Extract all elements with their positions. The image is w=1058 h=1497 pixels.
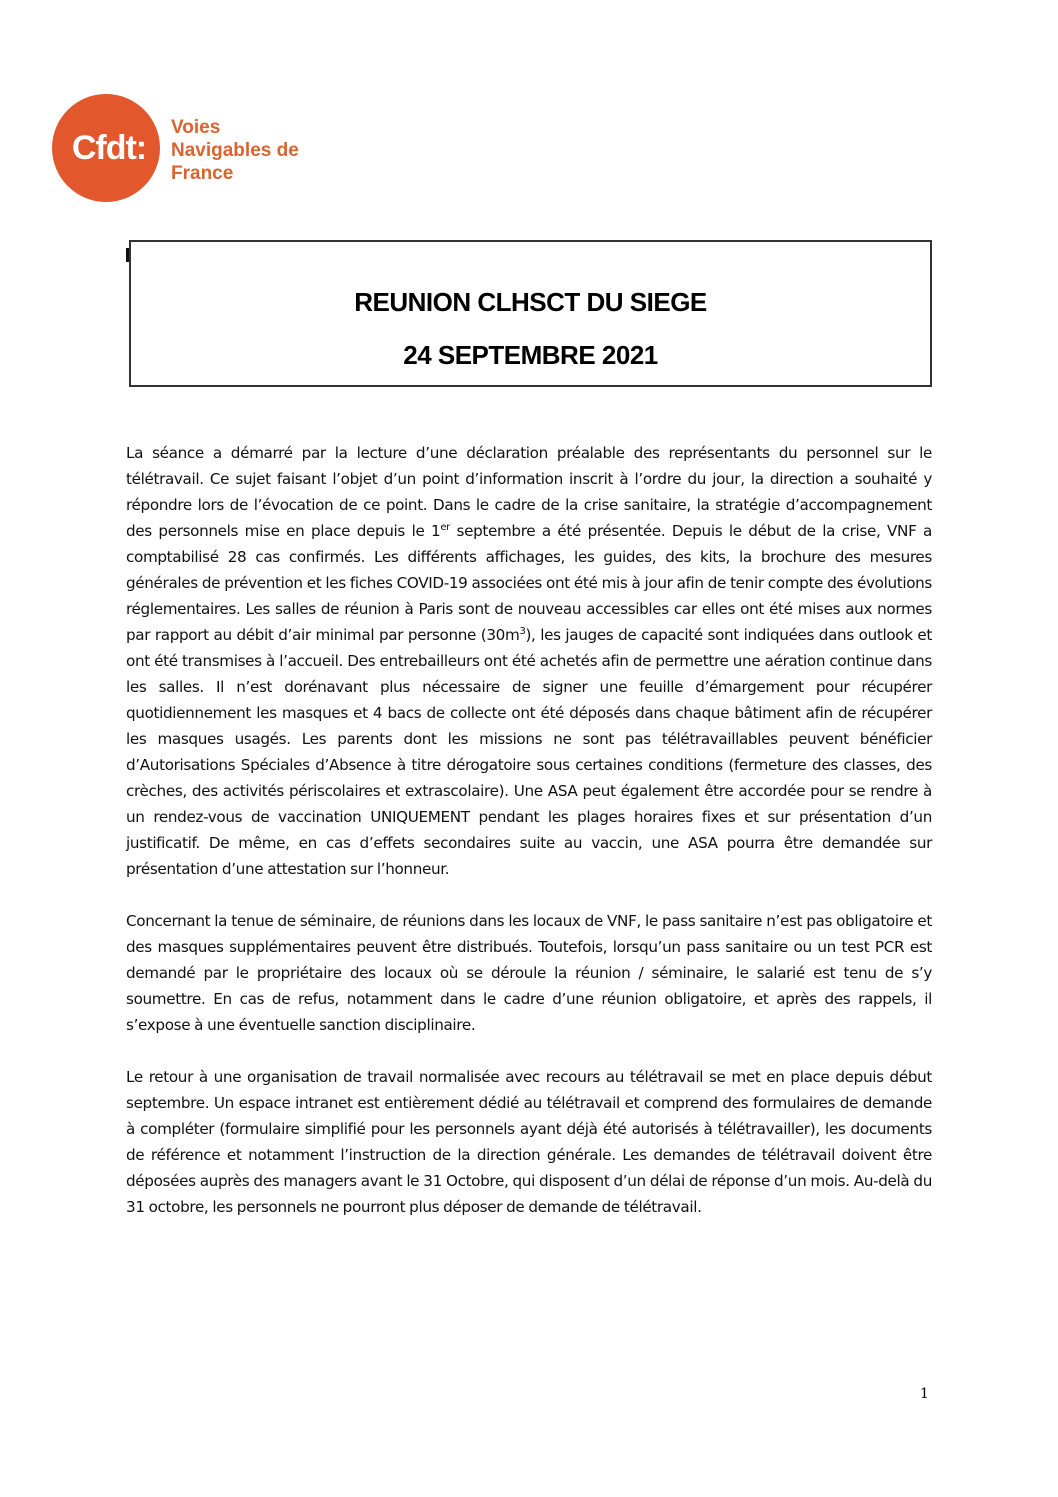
document-date: 24 SEPTEMBRE 2021 [403,340,658,370]
cfdt-logo [52,94,322,206]
logo-circle [52,94,160,202]
paragraph-covid-measures [126,440,932,882]
superscript: er [440,521,450,533]
paragraph-text: ), les jauges de capacité sont indiquées dans outlook et ont été transmises à l’accueil. Des entrebailleurs ont été achetés afin de permettre une aération continue dans les salles. Il n’est dorénavant plus nécessaire de signer une feuille d’émargement pour récupérer quotidiennement les masques et 4 bacs de collecte ont été déposés dans chaque bâtiment afin de récupérer les masques usagés. Les parents dont les missions ne sont pas télétravaillables peuvent bénéficier d’Autorisations Spéciales d’Absence à titre dérogatoire sous certaines conditions (fermeture des classes, des crèches, des activités périscolaires et extrascolaire). Une ASA peut également être accordée pour se rendre à un rendez-vous de vaccination UNIQUEMENT pendant les plages horaires fixes et sur présentation d’un justificatif. De même, en cas d’effets secondaires suite au vaccin, une ASA pourra être demandée sur présentation d’une attestation sur l’honneur. [126,626,932,878]
logo-name-line: Navigables de [171,140,299,161]
superscript: 3 [519,625,526,637]
logo-name-line: France [171,163,234,184]
document-body [126,440,932,1246]
paragraph-text: septembre a été présentée. Depuis le début de la crise, VNF a comptabilisé 28 cas confirmés. Les différents affichages, les guides, des kits, la brochure des mesures générales de prévention et les fiches COVID-19 associées ont été mis à jour afin de tenir compte des évolutions réglementaires. Les salles de réunion à Paris sont de nouveau accessibles car elles ont été mises aux normes par rapport au débit d’air minimal par personne (30m [126,522,933,644]
logo-mark: Cfdt: [71,128,147,167]
paragraph-seminars: Concernant la tenue de séminaire, de réunions dans les locaux de VNF, le pass sanitaire n’est pas obligatoire et des masques supplémentaires peuvent être distribués. Toutefois, lorsqu’un pass sanitaire ou un test PCR est demandé par le propriétaire des locaux où se déroule la réunion / séminaire, le salarié est tenu de s’y soumettre. En cas de refus, notamment dans le cadre d’une réunion obligatoire, et après des rappels, il s’expose à une éventuelle sanction disciplinaire. [126,912,932,1034]
page-number: 1 [920,1386,929,1402]
paragraph-text: La séance a démarré par la lecture d’une déclaration préalable des représentants du personnel sur le télétravail. Ce sujet faisant l’objet d’un point d’information inscrit à l’ordre du jour, la direction a souhaité y répondre lors de l’évocation de ce point. Dans le cadre de la crise sanitaire, la stratégie d’accompagnement des personnels mise en place depuis le 1 [126,444,932,540]
paragraph-telework: Le retour à une organisation de travail normalisée avec recours au télétravail se met en place depuis début septembre. Un espace intranet est entièrement dédié au télétravail et comprend des formulaires de demande à compléter (formulaire simplifié pour les personnels ayant déjà été autorisés à télétravailler), les documents de référence et notamment l’instruction de la direction générale. Les demandes de télétravail doivent être déposées auprès des managers avant le 31 Octobre, qui disposent d’un délai de réponse d’un mois. Au-delà du 31 octobre, les personnels ne pourront plus déposer de demande de télétravail. [126,1068,932,1216]
logo-organization-name [171,116,299,185]
document-title: REUNION CLHSCT DU SIEGE [354,287,707,317]
logo-name-line: Voies [171,117,221,138]
title-box [129,240,932,387]
